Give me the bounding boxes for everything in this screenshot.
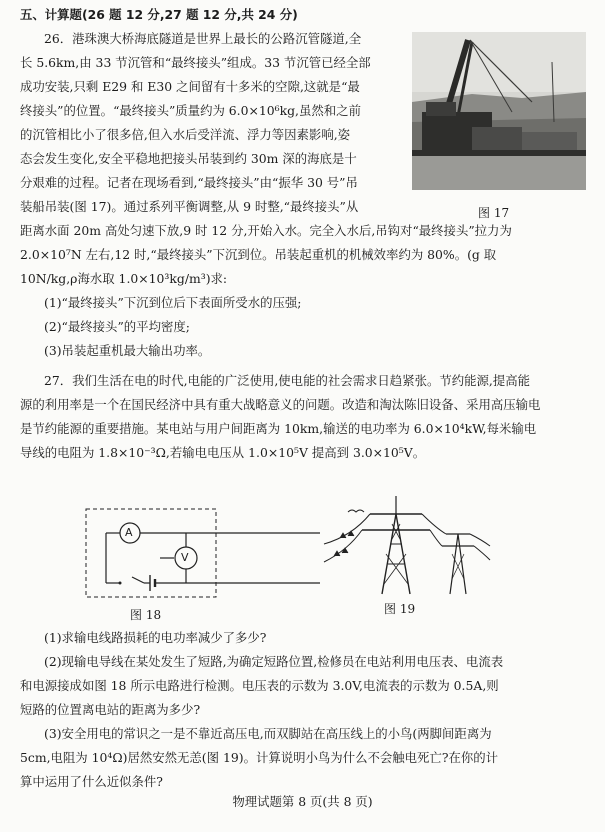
q26-line-8: 装船吊装(图 17)。通过系列平衡调整,从 9 时整,“最终接头”从	[20, 199, 359, 214]
ammeter-label: A	[125, 526, 133, 539]
q27-sub-2: (2)现输电导线在某处发生了短路,为确定短路位置,检修员在电站利用电压表、电流表	[44, 654, 504, 669]
section-heading: 五、计算题(26 题 12 分,27 题 12 分,共 24 分)	[20, 7, 298, 22]
voltmeter-label: V	[181, 551, 189, 564]
q26-sub-3: (3)吊装起重机最大输出功率。	[44, 343, 211, 358]
figure-19-caption: 图 19	[384, 602, 416, 616]
q27-line-3: 是节约能源的重要措施。某电站与用户间距离为 10km,输送的电功率为 6.0×10⁴kW,每米输电	[20, 421, 537, 436]
q27-sub-3: (3)安全用电的常识之一是不靠近高压电,而双脚站在高压线上的小鸟(两脚间距离为	[44, 726, 492, 741]
q27-line-4: 导线的电阻为 1.8×10⁻³Ω,若输电电压从 1.0×10⁵V 提高到 3.0×10⁵V。	[20, 445, 426, 460]
q26-line-9: 距离水面 20m 高处匀速下放,9 时 12 分,开始入水。完全入水后,吊钩对“最终接头”拉力为	[20, 223, 512, 238]
q27-sub-2-cont-2: 短路的位置离电站的距离为多少?	[20, 702, 201, 717]
q26-line-11: 10N/kg,ρ海水取 1.0×10³kg/m³)求:	[20, 271, 228, 286]
q26-line-3: 成功安装,只剩 E29 和 E30 之间留有十多米的空隙,这就是“最	[20, 79, 360, 94]
q26-line-2: 长 5.6km,由 33 节沉管和“最终接头”组成。33 节沉管已经全部	[20, 55, 371, 70]
q26-line-4: 终接头”的位置。“最终接头”质量约为 6.0×10⁶kg,虽然和之前	[20, 103, 361, 118]
q27-line-1: 27．我们生活在电的时代,电能的广泛使用,使电能的社会需求日趋紧张。节约能源,提高能	[44, 373, 531, 388]
q27-sub-3-cont-2: 算中运用了什么近似条件?	[20, 774, 163, 789]
figure-19-pylons	[322, 484, 492, 596]
figure-17-caption: 图 17	[478, 206, 510, 220]
figure-18-caption: 图 18	[130, 608, 162, 622]
q26-sub-1: (1)“最终接头”下沉到位后下表面所受水的压强;	[44, 295, 302, 310]
q26-line-10: 2.0×10⁷N 左右,12 时,“最终接头”下沉到位。吊装起重机的机械效率约为 80%。(g 取	[20, 247, 497, 262]
q27-sub-1: (1)求输电线路损耗的电功率减少了多少?	[44, 630, 267, 645]
figure-18-circuit	[84, 505, 324, 605]
q26-line-5: 的沉管相比小了很多倍,但入水后受洋流、浮力等因素影响,姿	[20, 127, 351, 142]
q26-line-1: 26．港珠澳大桥海底隧道是世界上最长的公路沉管隧道,全	[44, 31, 362, 46]
q27-sub-3-cont-1: 5cm,电阻为 10⁴Ω)居然安然无恙(图 19)。计算说明小鸟为什么不会触电死亡?在你的计	[20, 750, 499, 765]
q27-sub-2-cont-1: 和电源接成如图 18 所示电路进行检测。电压表的示数为 3.0V,电流表的示数为 0.5A,则	[20, 678, 499, 693]
q27-line-2: 源的利用率是一个在国民经济中具有重大战略意义的问题。改造和淘汰陈旧设备、采用高压输电	[20, 397, 541, 412]
q26-sub-2: (2)“最终接头”的平均密度;	[44, 319, 190, 334]
page-footer: 物理试题第 8 页(共 8 页)	[232, 794, 373, 809]
q26-line-6: 态会发生变化,安全平稳地把接头吊装到约 30m 深的海底是十	[20, 151, 357, 166]
q26-line-7: 分艰难的过程。记者在现场看到,“最终接头”由“振华 30 号”吊	[20, 175, 358, 190]
figure-17-crane-photo	[412, 32, 586, 190]
